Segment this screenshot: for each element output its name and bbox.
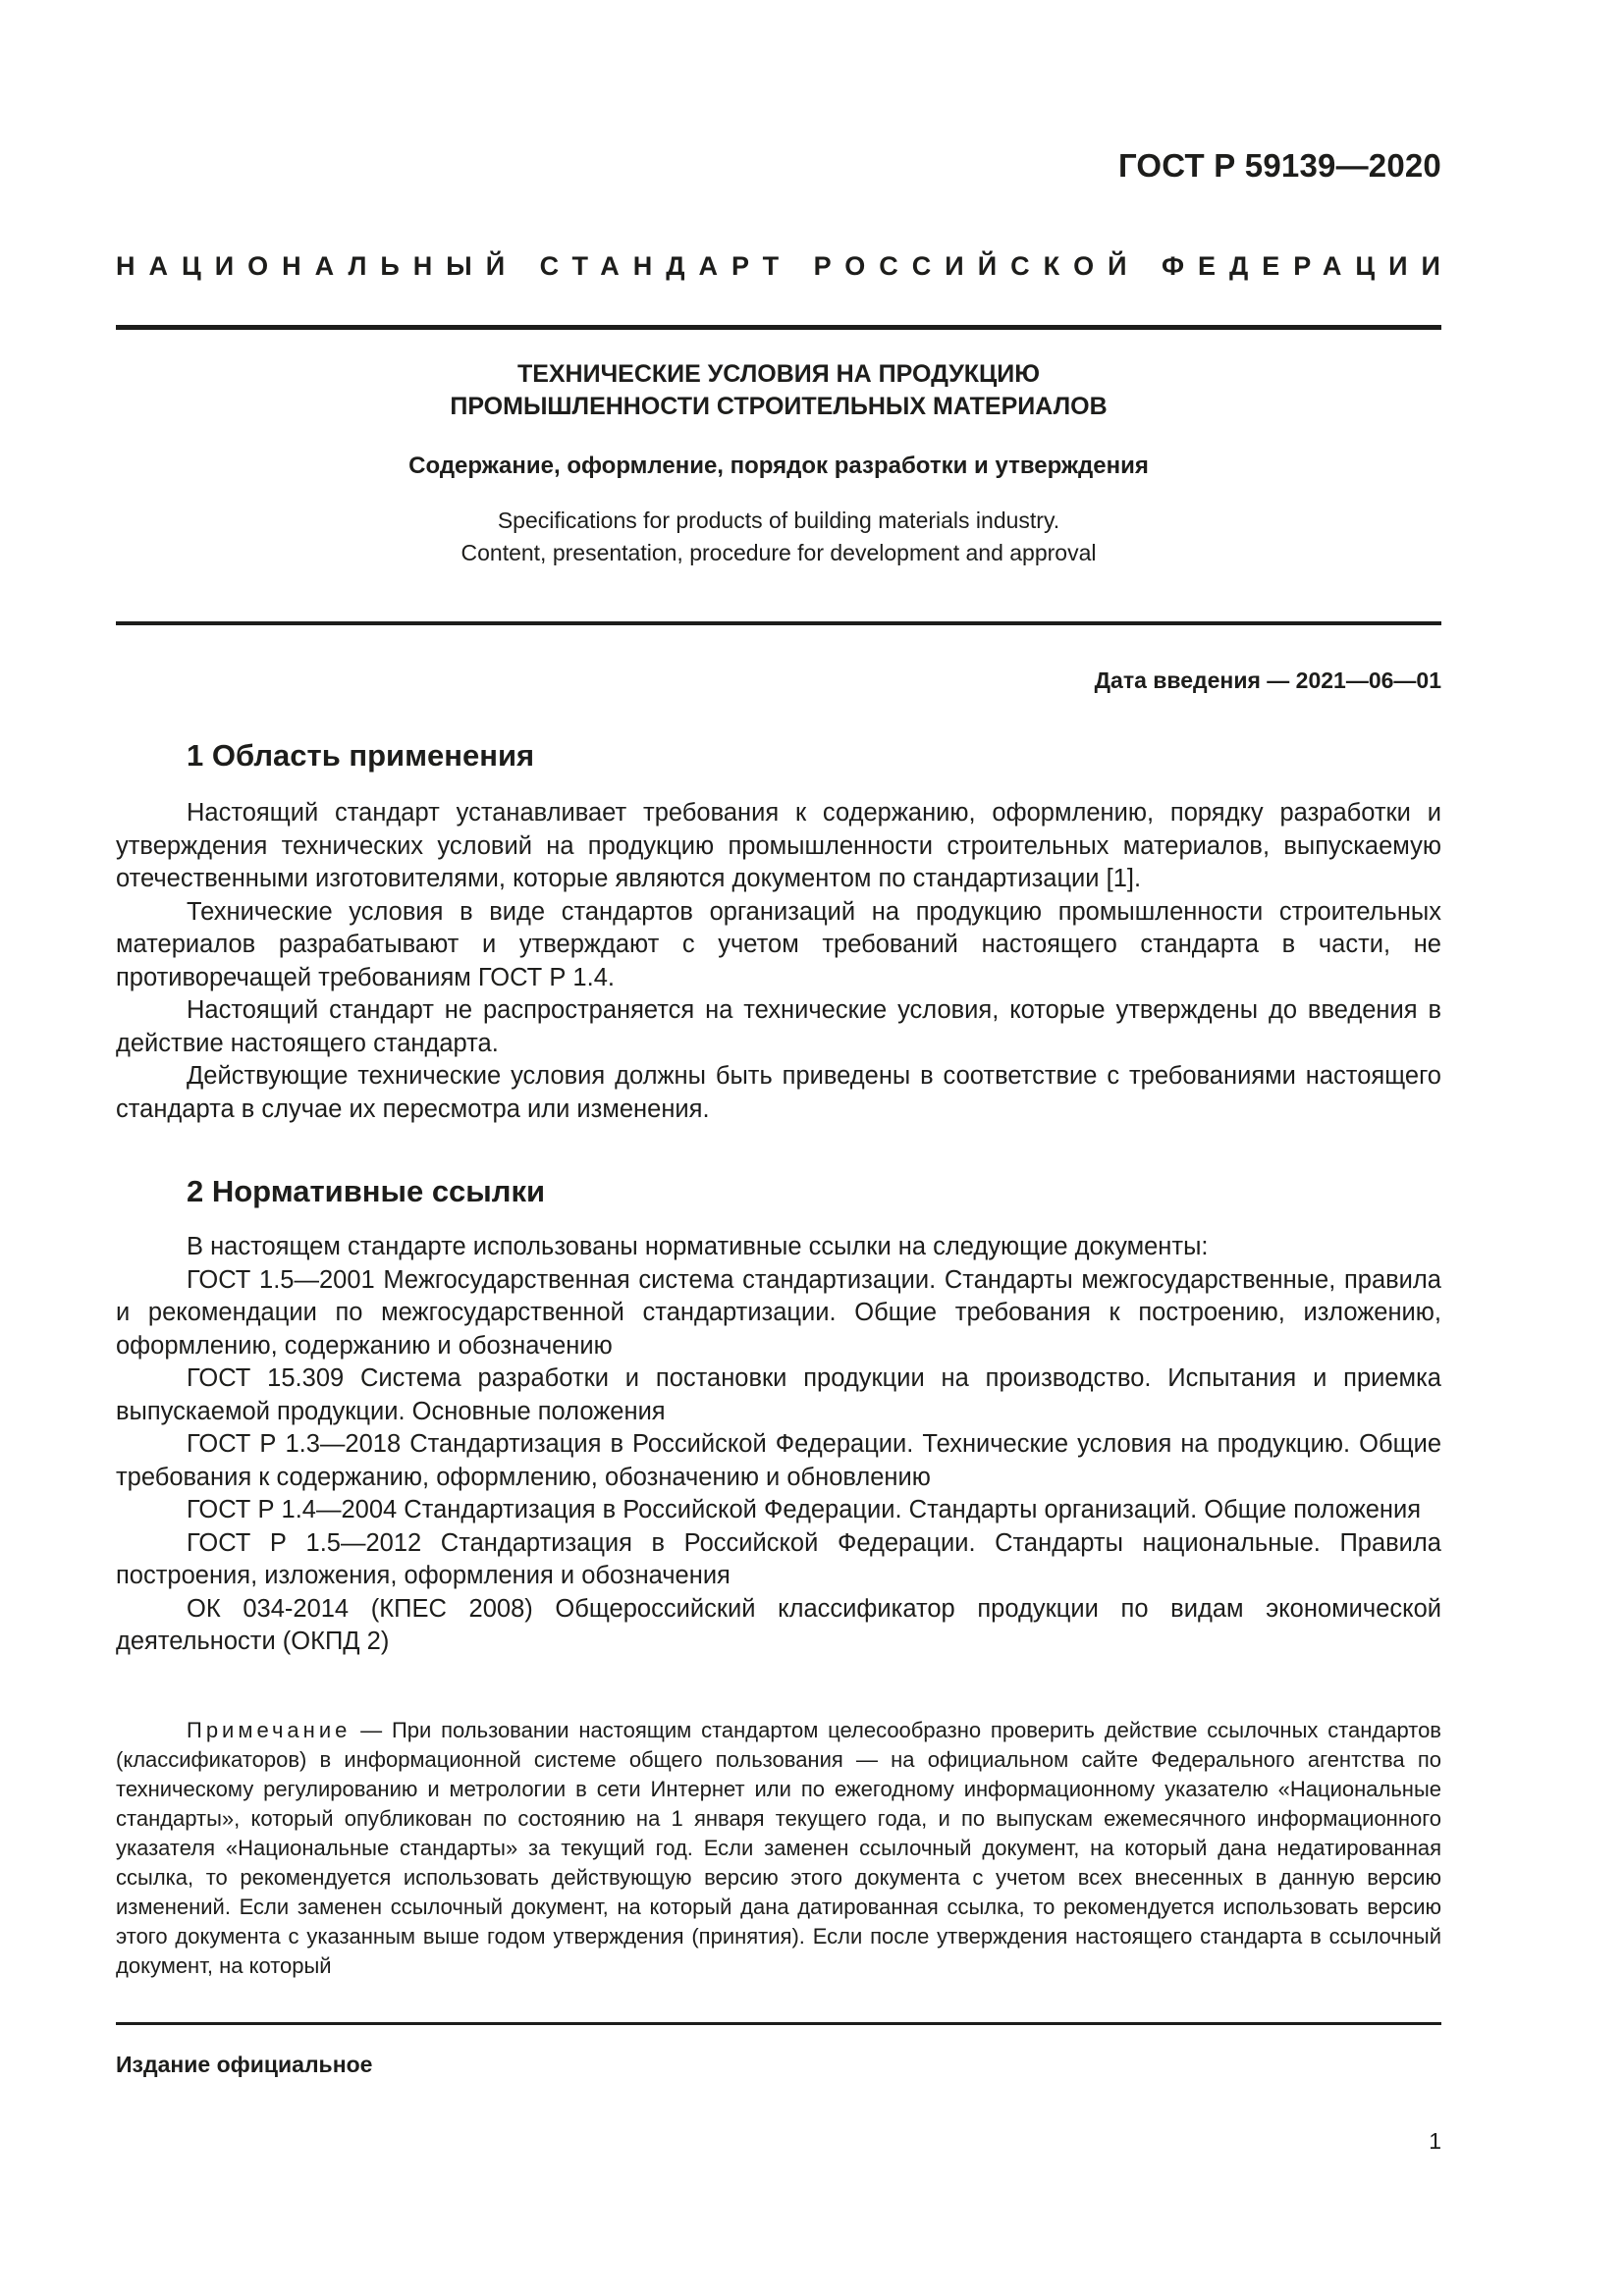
paragraph: Настоящий стандарт не распространяется на технические условия, которые утверждены до введения в действие настоящего стандарта. [116, 996, 1441, 1057]
title-en-line-1: Specifications for products of building materials industry. [497, 507, 1060, 533]
title-en-line-2: Content, presentation, procedure for development and approval [460, 540, 1097, 565]
note-paragraph [116, 1716, 1441, 1981]
title-line-1: ТЕХНИЧЕСКИЕ УСЛОВИЯ НА ПРОДУКЦИЮ [516, 360, 1041, 388]
document-number: ГОСТ Р 59139—2020 [1117, 147, 1441, 184]
reference-item: ГОСТ Р 1.3—2018 Стандартизация в Российской Федерации. Технические условия на продукцию. Общие требования к содержанию, оформлению, обозначению и обновлению [116, 1430, 1441, 1491]
paragraph: Действующие технические условия должны быть приведены в соответствие с требованиями настоящего стандарта в случае их пересмотра или изменения. [116, 1062, 1441, 1123]
paragraph: Настоящий стандарт устанавливает требования к содержанию, оформлению, порядку разработки и утверждения технических условий на продукцию промышленности строительных материалов, выпускаемую отечественными изготовителями, которые являются документом по стандартизации [1]. [116, 799, 1441, 892]
note-label: Примечание [187, 1718, 352, 1742]
title-rule [116, 621, 1441, 625]
title-block [116, 358, 1441, 569]
introduction-date: Дата введения — 2021—06—01 [1094, 667, 1441, 693]
section-1-heading: 1 Область применения [187, 738, 535, 773]
section-2-body [116, 1231, 1441, 1659]
edition-label: Издание официальное [116, 2052, 373, 2077]
footer-rule [116, 2022, 1441, 2025]
standard-banner: НАЦИОНАЛЬНЫЙ СТАНДАРТ РОССИЙСКОЙ ФЕДЕРАЦИИ [116, 251, 1454, 281]
page-number: 1 [1429, 2128, 1441, 2154]
paragraph: В настоящем стандарте использованы нормативные ссылки на следующие документы: [187, 1233, 1209, 1260]
header-rule [116, 325, 1441, 330]
reference-item: ГОСТ 1.5—2001 Межгосударственная система стандартизации. Стандарты межгосударственные, правила и рекомендации по межгосударственной стандартизации. Общие требования к построению, изложению, оформлению, содержанию и обозначению [116, 1265, 1441, 1360]
reference-item: ГОСТ 15.309 Система разработки и постановки продукции на производство. Испытания и приемка выпускаемой продукции. Основные положения [116, 1364, 1441, 1425]
section-1-body [116, 797, 1441, 1126]
reference-item: ОК 034-2014 (КПЕС 2008) Общероссийский классификатор продукции по видам экономической деятельности (ОКПД 2) [116, 1594, 1441, 1655]
note-block [116, 1716, 1441, 1981]
subtitle: Содержание, оформление, порядок разработки и утверждения [408, 453, 1149, 479]
section-2-heading: 2 Нормативные ссылки [187, 1174, 546, 1208]
title-line-2: ПРОМЫШЛЕННОСТИ СТРОИТЕЛЬНЫХ МАТЕРИАЛОВ [450, 393, 1108, 420]
note-text: — При пользовании настоящим стандартом целесообразно проверить действие ссылочных стандартов (классификаторов) в информационной системе общего пользования — на официальном сайте Федерального агентства по техническому регулированию и метрологии в сети Интернет или по ежегодному информационному указателю «Национальные стандарты», который опубликован по состоянию на 1 января текущего года, и по выпускам ежемесячного информационного указателя «Национальные стандарты» за текущий год. Если заменен ссылочный документ, на который дана недатированная ссылка, то рекомендуется использовать действующую версию этого документа с учетом всех внесенных в данную версию изменений. Если заменен ссылочный документ, на который дана датированная ссылка, то рекомендуется использовать версию этого документа с указанным выше годом утверждения (принятия). Если после утверждения настоящего стандарта в ссылочный документ, на который [116, 1718, 1441, 1978]
reference-item: ГОСТ Р 1.5—2012 Стандартизация в Российской Федерации. Стандарты национальные. Правила построения, изложения, оформления и обозначения [116, 1528, 1441, 1589]
reference-item: ГОСТ Р 1.4—2004 Стандартизация в Российской Федерации. Стандарты организаций. Общие положения [187, 1496, 1422, 1523]
paragraph: Технические условия в виде стандартов организаций на продукцию промышленности строительных материалов разрабатывают и утверждают с учетом требований настоящего стандарта в части, не противоречащей требованиям ГОСТ Р 1.4. [116, 897, 1441, 991]
